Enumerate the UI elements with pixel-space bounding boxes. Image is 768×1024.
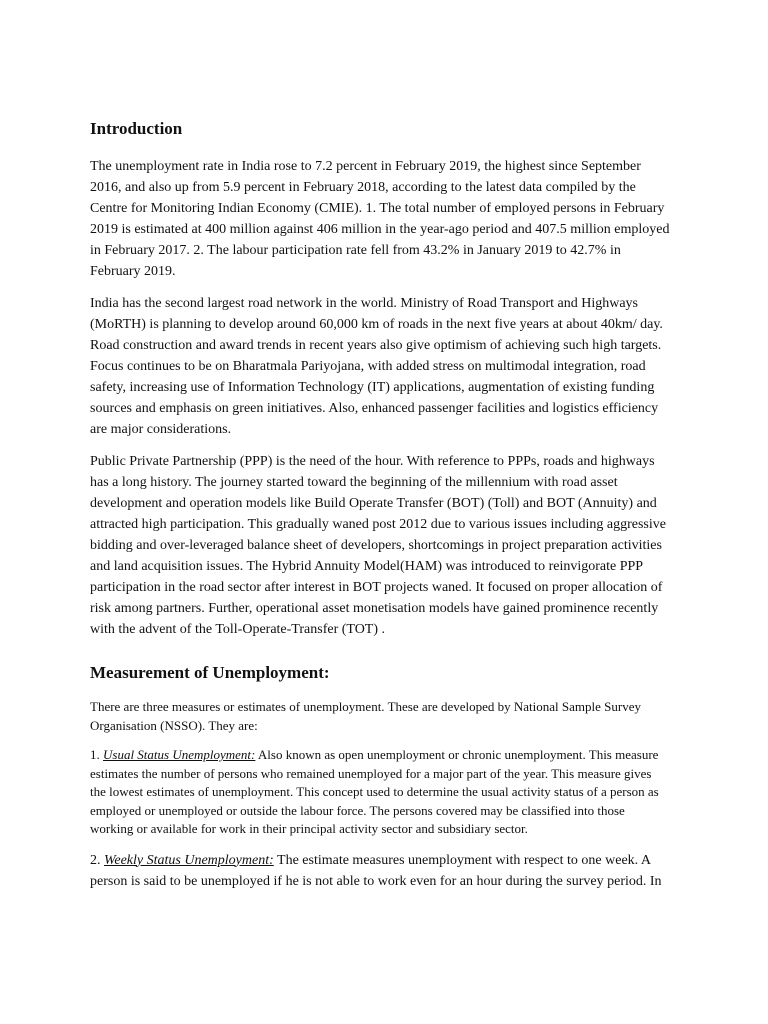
list-item-usual-status [90,746,670,839]
list-item-number: 2. [90,852,104,868]
term-weekly-status: Weekly Status Unemployment: [104,852,274,868]
list-item-text: The estimate measures unemployment with respect to one week. A person is said to be unemployed if he is not able to work even for an hour during the survey period. In [90,852,662,889]
term-usual-status: Usual Status Unemployment: [103,747,256,762]
paragraph-unemployment-rate: The unemployment rate in India rose to 7.2 percent in February 2019, the highest since September 2016, and also up from 5.9 percent in February 2018, according to the latest data compiled by the Centre for Monitoring Indian Economy (CMIE). 1. The total number of employed persons in February 2019 is estimated at 400 million against 406 million in the year-ago period and 407.5 million employed in February 2017. 2. The labour participation rate fell from 43.2% in January 2019 to 42.7% in February 2019. [90,159,670,279]
paragraph-ppp: Public Private Partnership (PPP) is the need of the hour. With reference to PPPs, roads and highways has a long history. The journey started toward the beginning of the millennium with road asset development and operation models like Build Operate Transfer (BOT) (Toll) and BOT (Annuity) and attracted high participation. This gradually waned post 2012 due to various issues including aggressive bidding and over-leveraged balance sheet of developers, shortcomings in project preparation activities and land acquisition issues. The Hybrid Annuity Model(HAM) was introduced to reinvigorate PPP participation in the road sector after interest in BOT projects waned. It focused on proper allocation of risk among partners. Further, operational asset monetisation models have gained prominence recently with the advent of the Toll-Operate-Transfer (TOT) . [90,454,666,637]
heading-measurement: Measurement of Unemployment: [90,663,330,682]
list-item-text: Also known as open unemployment or chronic unemployment. This measure estimates the number of persons who remained unemployed for a major part of the year. This measure gives the lowest estimates of unemployment. This concept used to determine the usual activity status of a person as employed or unemployed or outside the labour force. The persons covered may be classified into those working or available for work in their principal activity sector and subsidiary sector. [90,747,659,836]
list-item-number: 1. [90,747,103,762]
paragraph-road-network: India has the second largest road network in the world. Ministry of Road Transport and Highways (MoRTH) is planning to develop around 60,000 km of roads in the next five years at about 40km/ day. Road construction and award trends in recent years also give optimism of achieving such high targets. Focus continues to be on Bharatmala Pariyojana, with added stress on multimodal integration, road safety, increasing use of Information Technology (IT) applications, augmentation of existing funding sources and emphasis on green initiatives. Also, enhanced passenger facilities and logistics efficiency are major considerations. [90,296,663,437]
heading-introduction: Introduction [90,119,183,138]
list-item-weekly-status [90,850,670,892]
document-page [90,118,670,903]
paragraph-measurement-intro: There are three measures or estimates of unemployment. These are developed by National Sample Survey Organisation (NSSO). They are: [90,699,641,733]
